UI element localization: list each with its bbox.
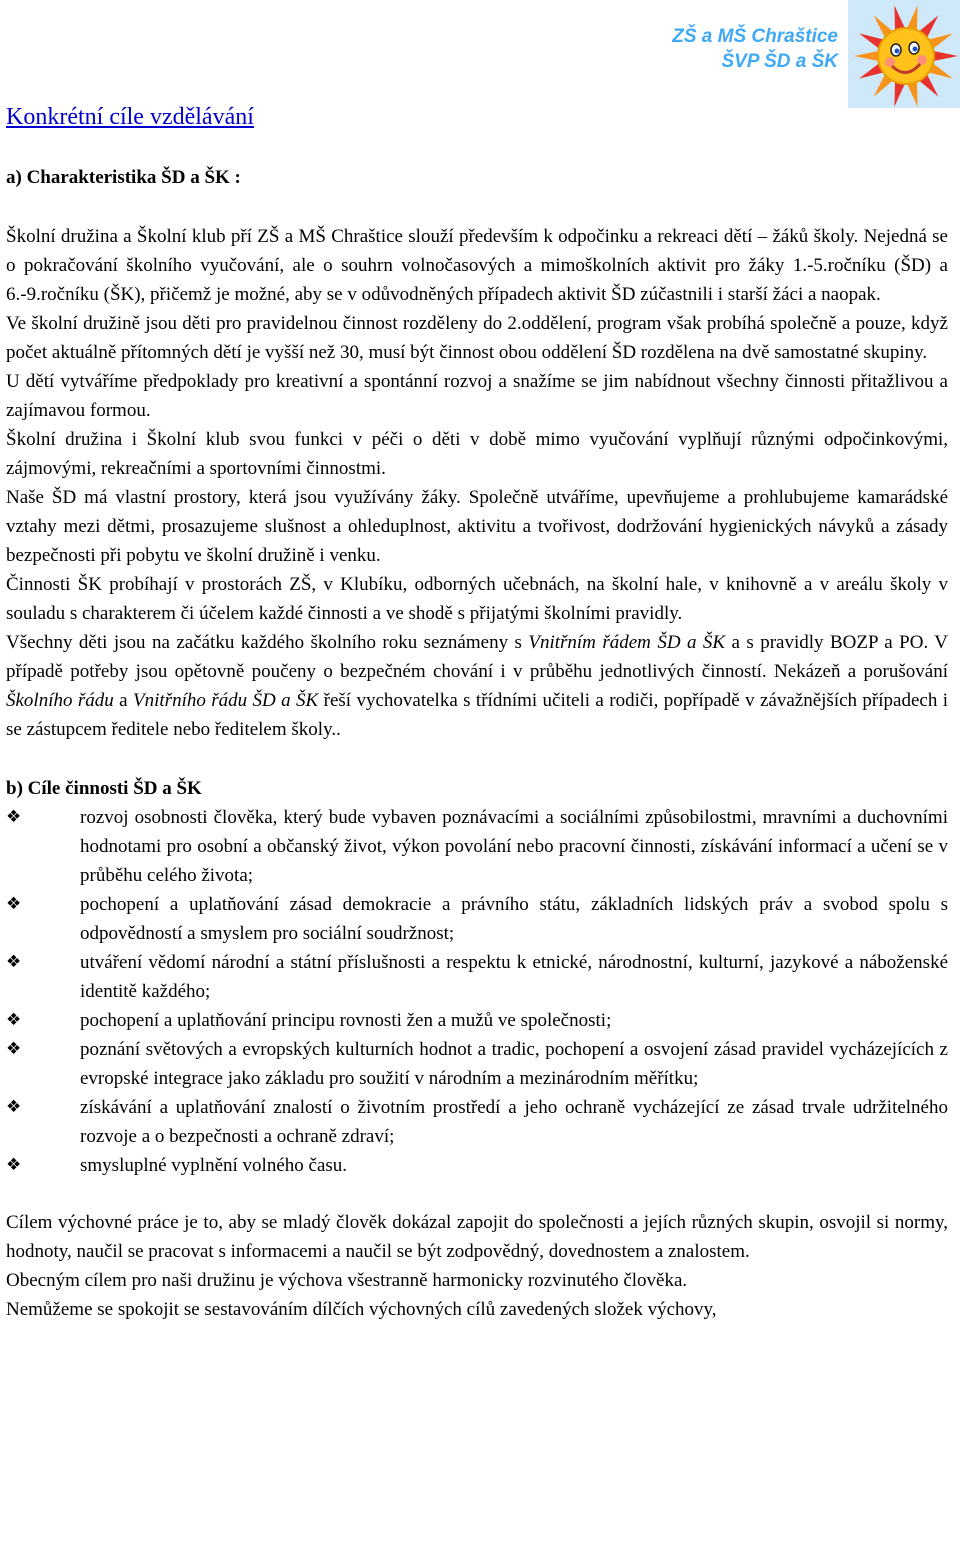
body-paragraph — [6, 425, 948, 483]
goal-text: získávání a uplatňování znalostí o životním prostředí a jeho ochraně vycházející ze zásad trvale udržitelného rozvoje a o bezpečnosti a ochraně zdraví; — [80, 1097, 948, 1147]
emphasized-text: Vnitřního řádu ŠD a ŠK — [133, 690, 319, 711]
paragraph-text: Činnosti ŠK probíhají v prostorách ZŠ, v Klubíku, odborných učebnách, na školní hale, v knihovně a v areálu školy v souladu s charakterem či účelem každé činnosti a ve shodě s přijatými školními pravidly. — [6, 574, 948, 624]
brand-school-name: ZŠ a MŠ Chraštice — [672, 26, 838, 47]
sun-logo-icon — [848, 0, 960, 108]
goal-text: poznání světových a evropských kulturních hodnot a tradic, pochopení a osvojení zásad pravidel vycházejících z evropské integrace jako základu pro soužití v národním a mezinárodním měřítku; — [80, 1039, 948, 1089]
diamond-bullet-icon: ❖ — [6, 952, 22, 972]
paragraph-text: Naše ŠD má vlastní prostory, která jsou využívány žáky. Společně utváříme, upevňujeme a prohlubujeme kamarádské vztahy mezi dětmi, prosazujeme slušnost a ohleduplnost, aktivitu a tvořivost, dodržování hygienických návyků a zásady bezpečnosti při pobytu ve školní družině i venku. — [6, 487, 948, 566]
goals-list — [6, 803, 948, 1180]
closing-paragraph: Nemůžeme se spokojit se sestavováním dílčích výchovných cílů zavedených složek výchovy, — [6, 1299, 717, 1320]
document-body — [6, 97, 948, 1324]
paragraph-text: Všechny děti jsou na začátku každého školního roku seznámeny s — [6, 632, 529, 653]
body-paragraph — [6, 483, 948, 570]
goal-text: rozvoj osobnosti člověka, který bude vybaven poznávacími a sociálními způsobilostmi, mravními a duchovními hodnotami pro osobní a občanský život, výkon povolání nebo pracovní činnosti, získávání informací a učení se v průběhu celého života; — [80, 807, 948, 886]
section-b-heading: b) Cíle činnosti ŠD a ŠK — [6, 778, 202, 799]
goal-text: utváření vědomí národní a státní příslušnosti a respektu k etnické, národnostní, kulturní, jazykové a náboženské identitě každého; — [80, 952, 948, 1002]
diamond-bullet-icon: ❖ — [6, 894, 22, 914]
brand-program-name: ŠVP ŠD a ŠK — [721, 51, 838, 72]
diamond-bullet-icon: ❖ — [6, 1039, 22, 1059]
goal-list-item — [6, 803, 948, 890]
goal-text: pochopení a uplatňování principu rovnosti žen a mužů ve společnosti; — [80, 1010, 612, 1031]
paragraph-text: Školní družina a Školní klub pří ZŠ a MŠ Chraštice slouží především k odpočinku a rekreaci dětí – žáků školy. Nejedná se o pokračování školního vyučování, ale o souhrn volnočasových a mimoškolních aktivit pro žáky 1.-5.ročníku (ŠD) a 6.-9.ročníku (ŠK), přičemž je možné, aby se v odůvodněných případech aktivit ŠD zúčastnili i starší žáci a naopak. — [6, 226, 948, 305]
diamond-bullet-icon: ❖ — [6, 1010, 22, 1030]
section-a-paragraphs — [6, 222, 948, 744]
diamond-bullet-icon: ❖ — [6, 1155, 22, 1175]
paragraph-text: a — [113, 690, 134, 711]
body-paragraph — [6, 570, 948, 628]
goal-list-item — [6, 948, 948, 1006]
paragraph-text: U dětí vytváříme předpoklady pro kreativní a spontánní rozvoj a snažíme se jim nabídnout všechny činnosti přitažlivou a zajímavou formou. — [6, 371, 948, 421]
goal-list-item — [6, 1035, 948, 1093]
section-a-heading: a) Charakteristika ŠD a ŠK : — [6, 167, 241, 188]
body-paragraph — [6, 309, 948, 367]
body-paragraph — [6, 367, 948, 425]
goal-list-item — [6, 1093, 948, 1151]
paragraph-text: Školní družina i Školní klub svou funkci v péči o děti v době mimo vyučování vyplňují různými odpočinkovými, zájmovými, rekreačními a sportovními činnostmi. — [6, 429, 948, 479]
header-brand — [672, 24, 838, 74]
emphasized-text: Vnitřním řádem ŠD a ŠK — [528, 632, 726, 653]
goal-text: pochopení a uplatňování zásad demokracie a právního státu, základních lidských práv a svobod spolu s odpovědností a smyslem pro sociální soudržnost; — [80, 894, 948, 944]
closing-paragraph: Obecným cílem pro naši družinu je výchova všestranně harmonicky rozvinutého člověka. — [6, 1270, 688, 1291]
goal-text: smysluplné vyplnění volného času. — [80, 1155, 348, 1176]
diamond-bullet-icon: ❖ — [6, 1097, 22, 1117]
body-paragraph — [6, 222, 948, 309]
closing-paragraph: Cílem výchovné práce je to, aby se mladý člověk dokázal zapojit do společnosti a jejích různých skupin, osvojil si normy, hodnoty, naučil se pracovat s informacemi a naučil se být zodpovědný, dovednostem a znalostem. — [6, 1212, 948, 1262]
paragraph-text: Ve školní družině jsou děti pro pravidelnou činnost rozděleny do 2.oddělení, program však probíhá společně a pouze, když počet aktuálně přítomných dětí je vyšší než 30, musí být činnost obou oddělení ŠD rozdělena na dvě samostatné skupiny. — [6, 313, 948, 363]
paragraph-text: řeší vychovatelka s třídními učiteli a rodiči, popřípadě v závažnějších případech i se zástupcem ředitele nebo ředitelem školy.. — [6, 690, 949, 740]
diamond-bullet-icon: ❖ — [6, 807, 22, 827]
page-title: Konkrétní cíle vzdělávání — [6, 104, 254, 130]
goal-list-item — [6, 890, 948, 948]
body-paragraph — [6, 628, 948, 744]
paragraph-text: a s pravidly BOZP a PO. V případě potřeby jsou opětovně poučeny o bezpečném chování i v průběhu jednotlivých činností. Nekázeň a porušování — [6, 632, 949, 682]
emphasized-text: Školního řádu — [6, 690, 114, 711]
goal-list-item — [6, 1151, 948, 1180]
closing-paragraphs — [6, 1208, 948, 1324]
goal-list-item — [6, 1006, 948, 1035]
